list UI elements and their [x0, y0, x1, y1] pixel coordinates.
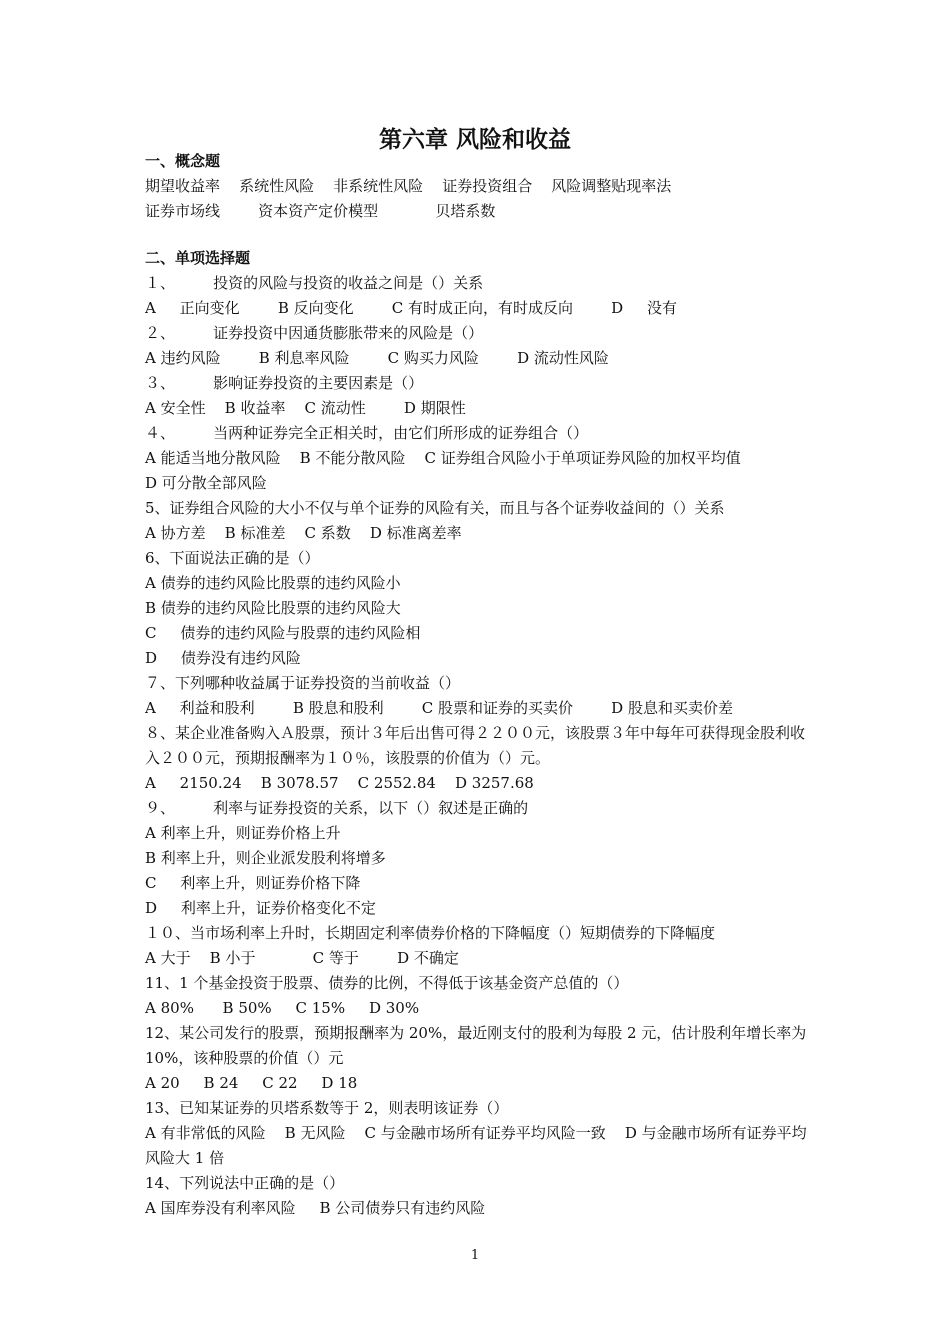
question-text: ４、 当两种证券完全正相关时，由它们所形成的证券组合（） [145, 424, 589, 442]
question-text: １０、当市场利率上升时，长期固定利率债券价格的下降幅度（）短期债券的下降幅度 [145, 924, 716, 942]
answer-options: A 协方差 B 标准差 C 系数 D 标准离差率 [145, 524, 462, 542]
section-heading-single-choice: 二、单项选择题 [145, 249, 251, 267]
question-text: 12、某公司发行的股票，预期报酬率为 20%，最近刚支付的股利为每股 2 元，估计股利年增长率为 10%，该种股票的价值（）元 [145, 1024, 812, 1067]
answer-options: A 利益和股利 B 股息和股利 C 股票和证券的买卖价 D 股息和买卖价差 [145, 699, 733, 717]
answer-options: D 利率上升，证券价格变化不定 [145, 899, 376, 917]
concept-terms-line: 期望收益率 系统性风险 非系统性风险 证券投资组合 风险调整贴现率法 [145, 177, 672, 195]
concept-terms-line: 证券市场线 资本资产定价模型 贝塔系数 [145, 202, 496, 220]
question-text: ７、下列哪种收益属于证券投资的当前收益（） [145, 674, 461, 692]
answer-options: A 有非常低的风险 B 无风险 C 与金融市场所有证券平均风险一致 D 与金融市场所有证券平均风险大 1 倍 [145, 1124, 807, 1167]
answer-options: A 违约风险 B 利息率风险 C 购买力风险 D 流动性风险 [145, 349, 609, 367]
section-heading-concepts: 一、概念题 [145, 152, 221, 170]
question-text: ３、 影响证券投资的主要因素是（） [145, 374, 424, 392]
answer-options: C 利率上升，则证券价格下降 [145, 874, 361, 892]
question-text: ２、 证券投资中因通货膨胀带来的风险是（） [145, 324, 484, 342]
question-text: 13、已知某证券的贝塔系数等于 2，则表明该证券（） [145, 1099, 509, 1117]
chapter-title: 第六章 风险和收益 [378, 127, 571, 153]
answer-options: A 能适当地分散风险 B 不能分散风险 C 证券组合风险小于单项证券风险的加权平均值 [145, 449, 741, 467]
answer-options: A 大于 B 小于 C 等于 D 不确定 [145, 949, 459, 967]
question-list [145, 271, 815, 1221]
question-text: 5、证券组合风险的大小不仅与单个证券的风险有关，而且与各个证券收益间的（）关系 [145, 499, 725, 517]
answer-options: D 债券没有违约风险 [145, 649, 301, 667]
page-number: 1 [470, 1248, 480, 1263]
spacer [145, 224, 815, 246]
question-text: １、 投资的风险与投资的收益之间是（）关系 [145, 274, 484, 292]
answer-options: A 正向变化 B 反向变化 C 有时成正向，有时成反向 D 没有 [145, 299, 678, 317]
answer-options: B 利率上升，则企业派发股利将增多 [145, 849, 386, 867]
question-text: 14、下列说法中正确的是（） [145, 1174, 345, 1192]
answer-options: B 债券的违约风险比股票的违约风险大 [145, 599, 401, 617]
question-text: ９、 利率与证券投资的关系，以下（）叙述是正确的 [145, 799, 529, 817]
page-content [145, 149, 815, 1221]
answer-options: D 可分散全部风险 [145, 474, 267, 492]
answer-options: A 国库券没有利率风险 B 公司债券只有违约风险 [145, 1199, 486, 1217]
answer-options: A 债券的违约风险比股票的违约风险小 [145, 574, 401, 592]
question-text: 6、下面说法正确的是（） [145, 549, 320, 567]
answer-options: A 利率上升，则证券价格上升 [145, 824, 341, 842]
answer-options: C 债券的违约风险与股票的违约风险相 [145, 624, 421, 642]
answer-options: A 安全性 B 收益率 C 流动性 D 期限性 [145, 399, 466, 417]
question-text: 11、1 个基金投资于股票、债券的比例，不得低于该基金资产总值的（） [145, 974, 629, 992]
answer-options: A 20 B 24 C 22 D 18 [145, 1074, 358, 1092]
answer-options: A 2150.24 B 3078.57 C 2552.84 D 3257.68 [145, 774, 534, 792]
answer-options: A 80% B 50% C 15% D 30% [145, 999, 420, 1017]
question-text: ８、某企业准备购入Ａ股票，预计３年后出售可得２２００元，该股票３年中每年可获得现金股利收入２００元，预期报酬率为１０％，该股票的价值为（）元。 [145, 724, 806, 767]
